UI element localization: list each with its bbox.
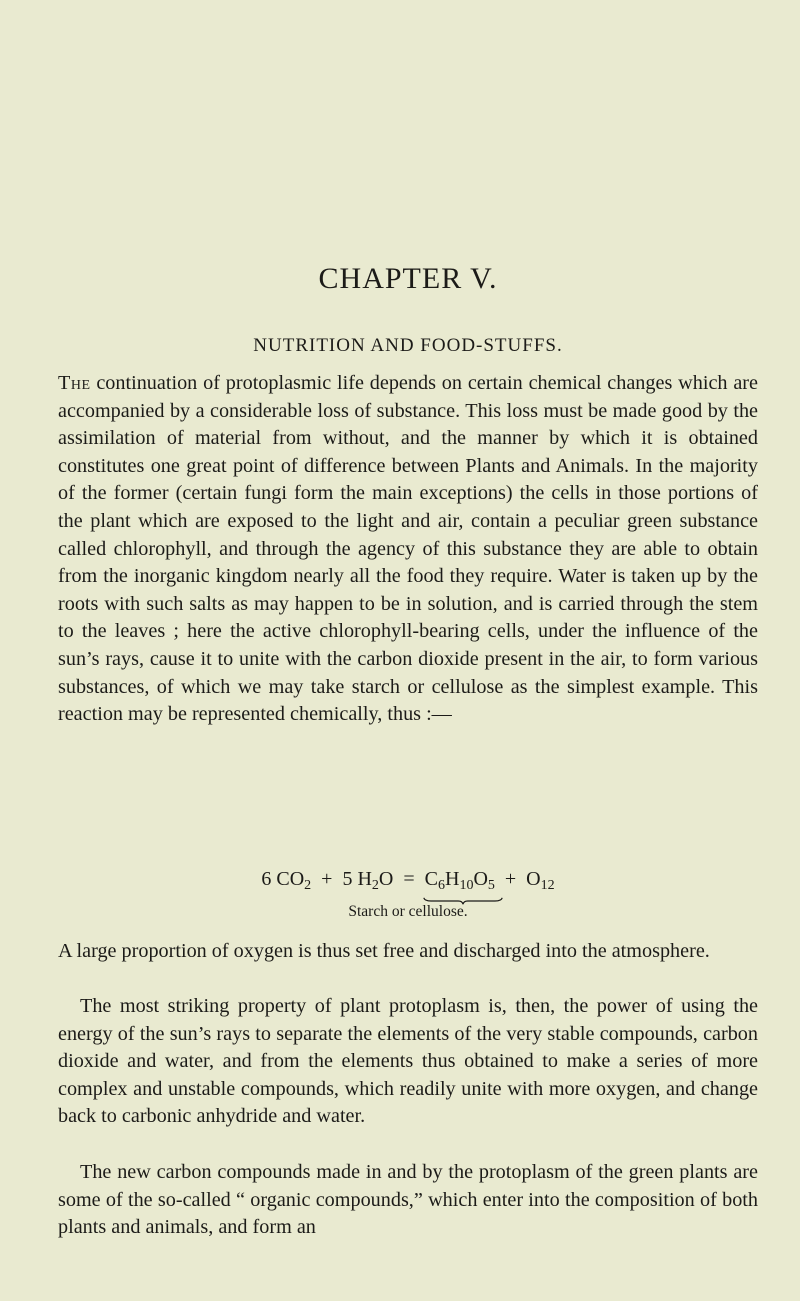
equation-label: Starch or cellulose. <box>348 903 468 920</box>
equation-equals: = <box>403 868 415 890</box>
equation-plus-2: + <box>504 868 517 890</box>
paragraph-3: The most striking property of plant protoplasm is, then, the power of using the energy of the sun’s rays to separate the elements of the very stable compounds, carbon dioxide and water, and from the elements thus obtained to make a series of more complex and unstable compounds, which readily unite with more oxygen, and change back to carbonic anhydride and water. <box>58 995 758 1128</box>
paragraph-1-body: continuation of protoplasmic life depends on certain chemical changes which are accompanied by a considerable loss of substance. This loss must be made good by the assimilation of material from without, and the manner by which it is obtained constitutes one great point of difference between Plants and Animals. In the majority of the former (certain fungi form the main exceptions) the cells in those portions of the plant which are exposed to the light and air, contain a peculiar green substance called chlorophyll, and through the agency of this substance they are able to obtain from the inorganic kingdom nearly all the food they require. Water is taken up by the roots with such salts as may happen to be in solution, and is carried through the stem to the leaves ; here the active chlorophyll-bearing cells, under the influence of the sun’s rays, cause it to unite with the carbon dioxide present in the air, to form various substances, of which we may take starch or cellulose as the simplest example. This reaction may be represented chemically, thus :— <box>58 372 758 726</box>
paragraph-1 <box>58 370 758 729</box>
equation-term-carbon-dioxide: 6 $CO_2$ <box>261 868 312 894</box>
section-title: NUTRITION AND FOOD-STUFFS. <box>253 335 563 356</box>
equation-term-starch: $C_6H_{10}O_5$ <box>425 868 495 894</box>
paragraph-1-lead-word: The <box>58 372 91 394</box>
chapter-title: CHAPTER V. <box>318 262 498 295</box>
equation-term-water: 5 $H_2O$ <box>342 868 394 894</box>
equation-plus: + <box>321 868 333 890</box>
chemical-equation <box>58 868 758 894</box>
equation-term-oxygen: $O_{12}$ <box>526 868 555 894</box>
paragraph-4: The new carbon compounds made in and by the protoplasm of the green plants are some of the so-called “ organic compounds,” which enter into the composition of both plants and animals, and form an <box>58 1161 758 1239</box>
paragraph-2: A large proportion of oxygen is thus set free and discharged into the atmosphere. <box>58 940 710 962</box>
